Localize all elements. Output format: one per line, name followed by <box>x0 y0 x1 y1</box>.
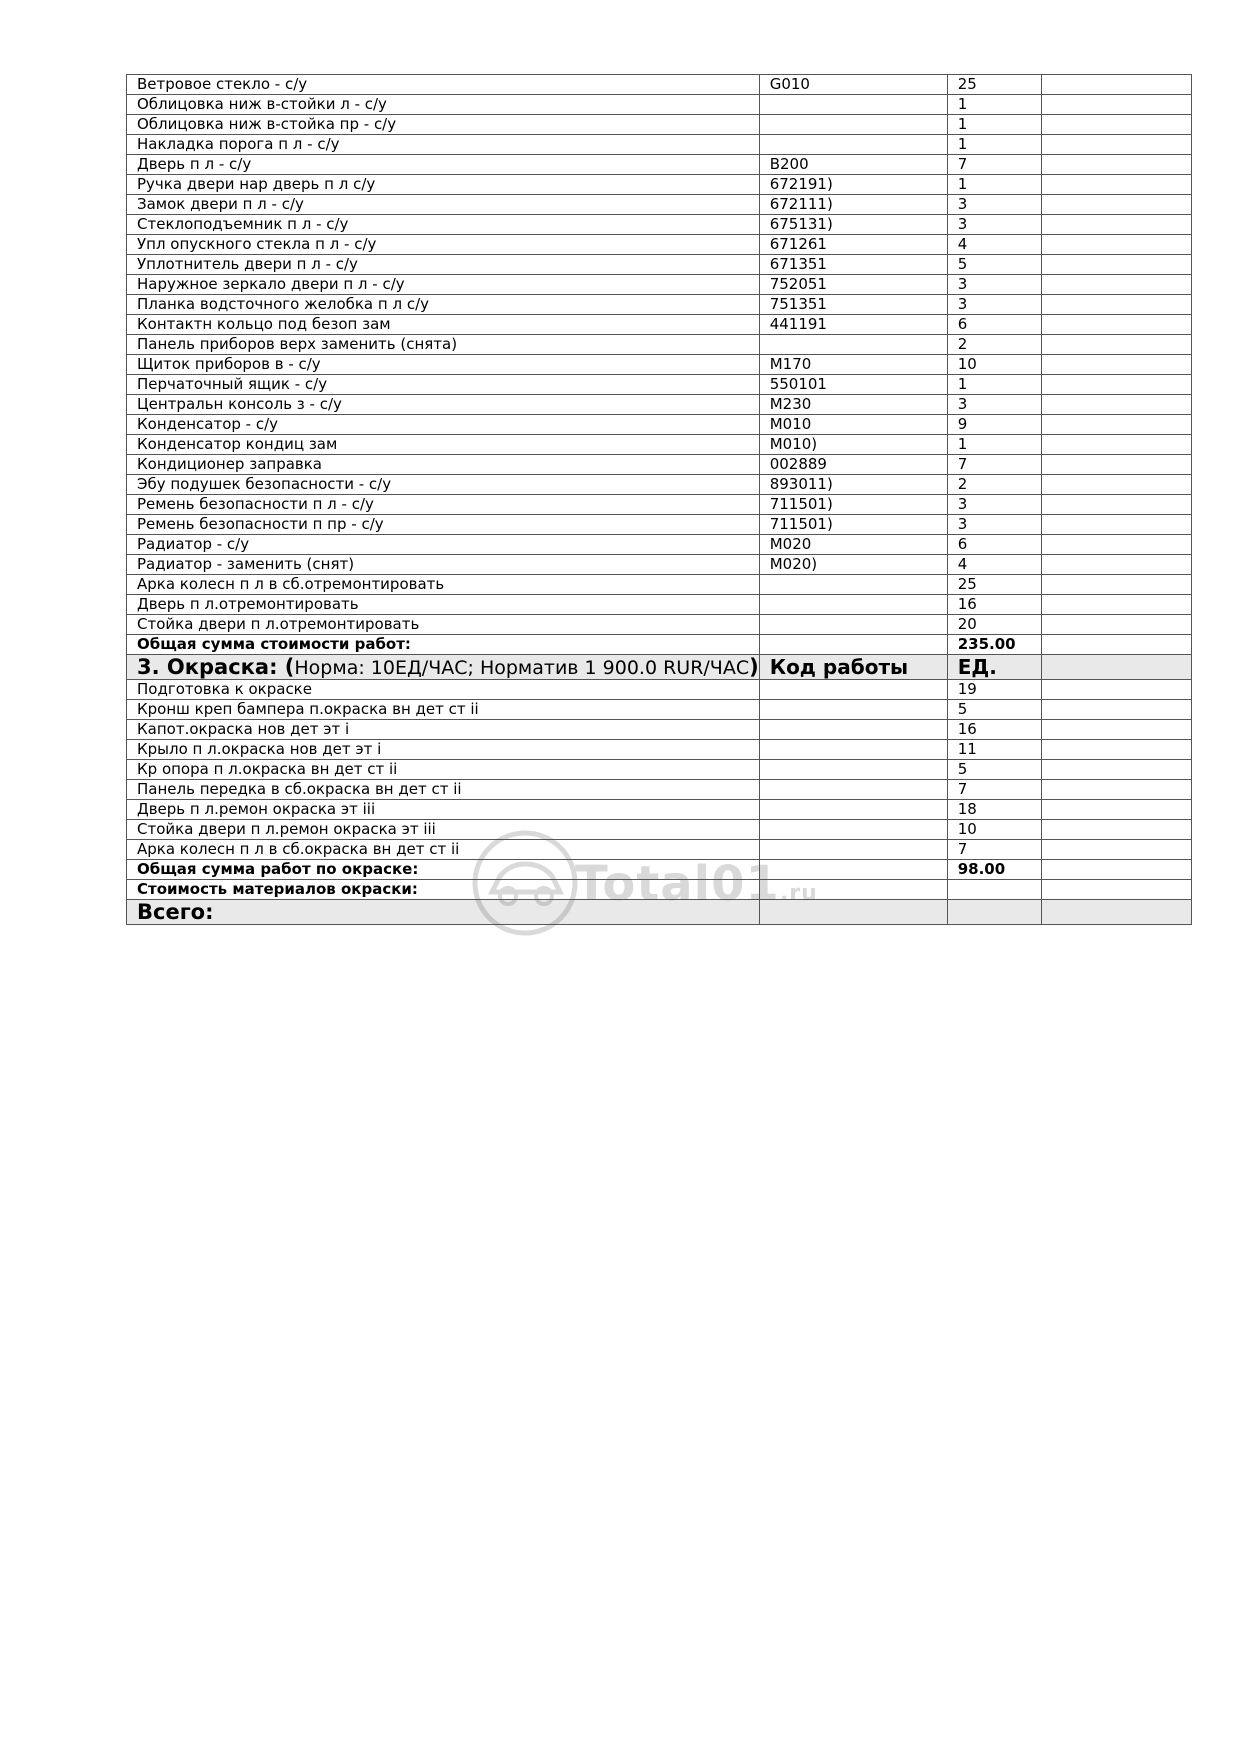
cell-operation: Панель приборов верх заменить (снята) <box>127 335 760 355</box>
table-row <box>127 95 1192 115</box>
cell-code: M020 <box>759 535 947 555</box>
cell-code: G010 <box>759 75 947 95</box>
cell-extra <box>1041 215 1191 235</box>
cell-extra <box>1041 515 1191 535</box>
cell-units: 2 <box>947 335 1041 355</box>
table-row <box>127 195 1192 215</box>
cell-units: 1 <box>947 375 1041 395</box>
cell-units: 1 <box>947 175 1041 195</box>
cell-units: 19 <box>947 680 1041 700</box>
cell-units: 3 <box>947 275 1041 295</box>
cell-units: 3 <box>947 395 1041 415</box>
works-total-value: 235.00 <box>947 635 1041 655</box>
table-row <box>127 375 1192 395</box>
cell-code <box>759 335 947 355</box>
table-row <box>127 700 1192 720</box>
section-extra <box>1041 655 1191 680</box>
table-row <box>127 295 1192 315</box>
cell-code: 752051 <box>759 275 947 295</box>
table-row <box>127 535 1192 555</box>
cell-code <box>759 700 947 720</box>
cell-extra <box>1041 115 1191 135</box>
table-row <box>127 155 1192 175</box>
cell-operation: Облицовка ниж в-стойка пр - с/у <box>127 115 760 135</box>
cell-operation: Планка водсточного желобка п л с/у <box>127 295 760 315</box>
paint-title: 3. Окраска: ( <box>137 654 295 679</box>
table-row <box>127 135 1192 155</box>
cell-code: 672111) <box>759 195 947 215</box>
cell-code: M010) <box>759 435 947 455</box>
cell-code: M020) <box>759 555 947 575</box>
cell-units: 3 <box>947 195 1041 215</box>
paint-title-close: ) <box>749 654 759 679</box>
cell-extra <box>1041 720 1191 740</box>
cell-extra <box>1041 700 1191 720</box>
cell-operation: Арка колесн п л в сб.окраска вн дет ст ii <box>127 840 760 860</box>
table-row <box>127 800 1192 820</box>
cell-extra <box>1041 555 1191 575</box>
materials-label: Стоимость материалов окраски: <box>127 880 760 900</box>
cell-operation: Наружное зеркало двери п л - с/у <box>127 275 760 295</box>
cell-extra <box>1041 680 1191 700</box>
cell-code <box>759 760 947 780</box>
cell-units: 7 <box>947 155 1041 175</box>
cell-units: 25 <box>947 575 1041 595</box>
cell-code <box>759 800 947 820</box>
table-row <box>127 115 1192 135</box>
cell-operation: Кронш креп бампера п.окраска вн дет ст ii <box>127 700 760 720</box>
table-row <box>127 335 1192 355</box>
cell-units: 7 <box>947 455 1041 475</box>
paint-norm: Норма: 10ЕД/ЧАС; Норматив 1 900.0 RUR/ЧАС <box>294 656 750 679</box>
cell-code: M170 <box>759 355 947 375</box>
cell-code: 675131) <box>759 215 947 235</box>
code-header: Код работы <box>759 655 947 680</box>
cell-operation: Конденсатор - с/у <box>127 415 760 435</box>
cell-code: M230 <box>759 395 947 415</box>
cell-units: 7 <box>947 840 1041 860</box>
cell-units: 9 <box>947 415 1041 435</box>
materials-extra <box>1041 880 1191 900</box>
cell-extra <box>1041 455 1191 475</box>
cell-code <box>759 720 947 740</box>
cell-operation: Радиатор - с/у <box>127 535 760 555</box>
cell-units: 1 <box>947 435 1041 455</box>
table-row <box>127 255 1192 275</box>
cell-code: 711501) <box>759 495 947 515</box>
cell-extra <box>1041 615 1191 635</box>
cell-operation: Эбу подушек безопасности - с/у <box>127 475 760 495</box>
cell-units: 3 <box>947 295 1041 315</box>
cell-units: 25 <box>947 75 1041 95</box>
table-row <box>127 315 1192 335</box>
materials-code <box>759 880 947 900</box>
cell-units: 16 <box>947 595 1041 615</box>
cell-operation: Щиток приборов в - с/у <box>127 355 760 375</box>
cell-extra <box>1041 95 1191 115</box>
cell-operation: Подготовка к окраске <box>127 680 760 700</box>
cell-extra <box>1041 475 1191 495</box>
paint-total-code <box>759 860 947 880</box>
cell-units: 1 <box>947 115 1041 135</box>
table-row <box>127 740 1192 760</box>
cell-extra <box>1041 595 1191 615</box>
cell-operation: Дверь п л - с/у <box>127 155 760 175</box>
cell-extra <box>1041 395 1191 415</box>
table-row <box>127 555 1192 575</box>
cell-extra <box>1041 295 1191 315</box>
table-row <box>127 780 1192 800</box>
cell-units: 4 <box>947 235 1041 255</box>
cell-code: 002889 <box>759 455 947 475</box>
cell-operation: Ремень безопасности п л - с/у <box>127 495 760 515</box>
cell-units: 10 <box>947 355 1041 375</box>
table-row <box>127 720 1192 740</box>
table-row <box>127 820 1192 840</box>
cell-code <box>759 595 947 615</box>
cell-extra <box>1041 740 1191 760</box>
cell-operation: Облицовка ниж в-стойки л - с/у <box>127 95 760 115</box>
works-rows <box>127 75 1192 635</box>
table-row <box>127 75 1192 95</box>
cell-code <box>759 575 947 595</box>
cell-code <box>759 615 947 635</box>
cell-extra <box>1041 315 1191 335</box>
cell-units: 20 <box>947 615 1041 635</box>
table-row <box>127 415 1192 435</box>
cell-operation: Контактн кольцо под безоп зам <box>127 315 760 335</box>
grand-total-row <box>127 900 1192 925</box>
cell-operation: Кр опора п л.окраска вн дет ст ii <box>127 760 760 780</box>
table-row <box>127 215 1192 235</box>
table-row <box>127 175 1192 195</box>
table-row <box>127 575 1192 595</box>
cell-extra <box>1041 255 1191 275</box>
cell-units: 18 <box>947 800 1041 820</box>
cell-extra <box>1041 195 1191 215</box>
cell-units: 3 <box>947 215 1041 235</box>
works-total-extra <box>1041 635 1191 655</box>
cell-operation: Ручка двери нар дверь п л с/у <box>127 175 760 195</box>
table-row <box>127 235 1192 255</box>
paint-total-label: Общая сумма работ по окраске: <box>127 860 760 880</box>
cell-units: 16 <box>947 720 1041 740</box>
cell-code <box>759 135 947 155</box>
cell-extra <box>1041 415 1191 435</box>
cell-units: 1 <box>947 95 1041 115</box>
materials-row <box>127 880 1192 900</box>
cell-operation: Крыло п л.окраска нов дет эт i <box>127 740 760 760</box>
works-total-label: Общая сумма стоимости работ: <box>127 635 760 655</box>
cell-extra <box>1041 235 1191 255</box>
cell-units: 7 <box>947 780 1041 800</box>
cell-extra <box>1041 435 1191 455</box>
cell-operation: Стойка двери п л.отремонтировать <box>127 615 760 635</box>
works-total-row <box>127 635 1192 655</box>
cell-code: 671351 <box>759 255 947 275</box>
cell-operation: Дверь п л.отремонтировать <box>127 595 760 615</box>
cell-operation: Радиатор - заменить (снят) <box>127 555 760 575</box>
paint-section-title <box>127 655 760 680</box>
cell-operation: Уплотнитель двери п л - с/у <box>127 255 760 275</box>
cell-extra <box>1041 535 1191 555</box>
cell-units: 6 <box>947 535 1041 555</box>
cell-units: 5 <box>947 255 1041 275</box>
cell-operation: Капот.окраска нов дет эт i <box>127 720 760 740</box>
cell-units: 5 <box>947 760 1041 780</box>
cell-code <box>759 780 947 800</box>
table-row <box>127 840 1192 860</box>
table-row <box>127 455 1192 475</box>
cell-extra <box>1041 820 1191 840</box>
cell-extra <box>1041 800 1191 820</box>
cell-code <box>759 840 947 860</box>
cell-units: 5 <box>947 700 1041 720</box>
cell-operation: Арка колесн п л в сб.отремонтировать <box>127 575 760 595</box>
cell-operation: Перчаточный ящик - с/у <box>127 375 760 395</box>
paint-total-extra <box>1041 860 1191 880</box>
cell-code: 550101 <box>759 375 947 395</box>
paint-section-header <box>127 655 1192 680</box>
grand-total-value <box>947 900 1041 925</box>
cell-extra <box>1041 575 1191 595</box>
cell-extra <box>1041 75 1191 95</box>
grand-total-extra <box>1041 900 1191 925</box>
cell-code <box>759 740 947 760</box>
cell-code <box>759 680 947 700</box>
cell-operation: Ветровое стекло - с/у <box>127 75 760 95</box>
cell-operation: Центральн консоль з - с/у <box>127 395 760 415</box>
paint-total-row <box>127 860 1192 880</box>
cell-code: 751351 <box>759 295 947 315</box>
table-row <box>127 395 1192 415</box>
cell-extra <box>1041 840 1191 860</box>
table-row <box>127 355 1192 375</box>
cell-operation: Накладка порога п л - с/у <box>127 135 760 155</box>
grand-total-label: Всего: <box>127 900 760 925</box>
cell-extra <box>1041 155 1191 175</box>
cell-operation: Дверь п л.ремон окраска эт iii <box>127 800 760 820</box>
cell-code <box>759 115 947 135</box>
cell-units: 10 <box>947 820 1041 840</box>
materials-value <box>947 880 1041 900</box>
cell-operation: Конденсатор кондиц зам <box>127 435 760 455</box>
cell-code: 671261 <box>759 235 947 255</box>
cell-units: 1 <box>947 135 1041 155</box>
cell-code: 441191 <box>759 315 947 335</box>
cell-operation: Ремень безопасности п пр - с/у <box>127 515 760 535</box>
cell-operation: Упл опускного стекла п л - с/у <box>127 235 760 255</box>
cell-code <box>759 95 947 115</box>
cell-units: 11 <box>947 740 1041 760</box>
watermark-brand: Total01 <box>575 856 780 912</box>
table-row <box>127 475 1192 495</box>
cell-operation: Кондиционер заправка <box>127 455 760 475</box>
table-row <box>127 760 1192 780</box>
cell-extra <box>1041 335 1191 355</box>
cell-units: 2 <box>947 475 1041 495</box>
cell-operation: Замок двери п л - с/у <box>127 195 760 215</box>
cell-extra <box>1041 275 1191 295</box>
table-row <box>127 515 1192 535</box>
cell-operation: Стойка двери п л.ремон окраска эт iii <box>127 820 760 840</box>
estimate-table <box>126 74 1192 925</box>
cell-code: M010 <box>759 415 947 435</box>
works-total-code <box>759 635 947 655</box>
table-row <box>127 615 1192 635</box>
cell-extra <box>1041 355 1191 375</box>
cell-extra <box>1041 495 1191 515</box>
table-row <box>127 680 1192 700</box>
table-row <box>127 275 1192 295</box>
cell-extra <box>1041 760 1191 780</box>
units-header: ЕД. <box>947 655 1041 680</box>
cell-units: 3 <box>947 495 1041 515</box>
table-row <box>127 495 1192 515</box>
paint-rows <box>127 680 1192 860</box>
table-row <box>127 595 1192 615</box>
cell-units: 6 <box>947 315 1041 335</box>
cell-extra <box>1041 175 1191 195</box>
cell-operation: Стеклоподъемник п л - с/у <box>127 215 760 235</box>
grand-total-code <box>759 900 947 925</box>
cell-code: B200 <box>759 155 947 175</box>
cell-code: 672191) <box>759 175 947 195</box>
table-row <box>127 435 1192 455</box>
cell-units: 3 <box>947 515 1041 535</box>
cell-extra <box>1041 375 1191 395</box>
cell-code: 711501) <box>759 515 947 535</box>
cell-code: 893011) <box>759 475 947 495</box>
cell-code <box>759 820 947 840</box>
cell-units: 4 <box>947 555 1041 575</box>
paint-total-value: 98.00 <box>947 860 1041 880</box>
watermark-suffix: .ru <box>779 881 818 906</box>
cell-operation: Панель передка в сб.окраска вн дет ст ii <box>127 780 760 800</box>
cell-extra <box>1041 780 1191 800</box>
cell-extra <box>1041 135 1191 155</box>
